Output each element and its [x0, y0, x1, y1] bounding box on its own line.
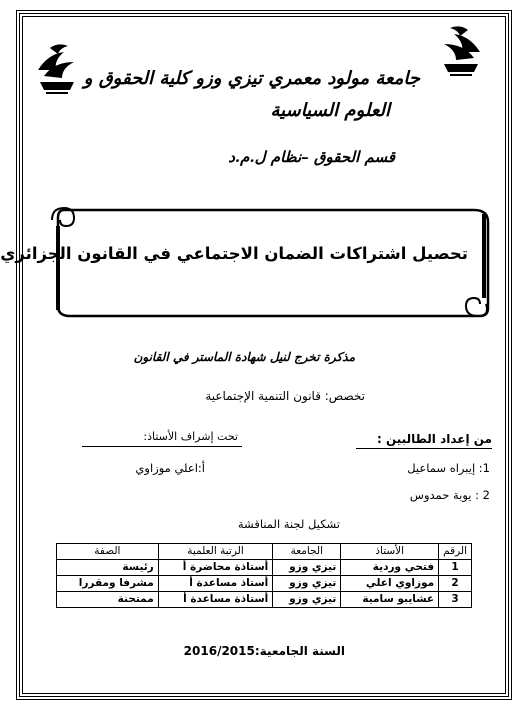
university-logo-right-icon — [438, 22, 484, 78]
table-cell: مشرفا ومقررا — [57, 576, 159, 592]
university-name-line2: العلوم السياسية — [270, 100, 390, 121]
student-number: 2 : — [475, 488, 490, 502]
table-cell: أستاذة محاضرة أ — [158, 560, 273, 576]
prepared-by-underline — [356, 448, 492, 449]
student-number: 1: — [478, 461, 490, 475]
student-name: إيبراه سماعيل — [407, 461, 476, 475]
table-row — [57, 560, 472, 576]
jury-title: تشكيل لجنة المناقشة — [237, 517, 340, 531]
jury-table — [56, 543, 472, 608]
table-cell: 3 — [439, 592, 472, 608]
column-header: الرتبة العلمية — [158, 544, 273, 560]
table-cell: أستاذة مساعدة أ — [158, 592, 273, 608]
student-1 — [407, 461, 490, 475]
table-cell: موزاوي اعلي — [341, 576, 439, 592]
university-name-line1: جامعة مولود معمري تيزي وزو كلية الحقوق و — [83, 68, 420, 89]
column-header: الجامعة — [273, 544, 341, 560]
academic-year: السنة الجامعية:2016/2015 — [183, 644, 345, 658]
student-name: يوبة حمدوس — [409, 488, 472, 502]
university-logo-left-icon — [34, 40, 80, 96]
column-header: الصفة — [57, 544, 159, 560]
table-cell: تيزي وزو — [273, 576, 341, 592]
student-2 — [410, 488, 490, 502]
table-row — [57, 576, 472, 592]
thesis-title: تحصيل اشتراكات الضمان الاجتماعي في القانون الجزائري — [0, 244, 468, 263]
table-cell: فتحي وردية — [341, 560, 439, 576]
table-cell: 1 — [439, 560, 472, 576]
table-row — [57, 592, 472, 608]
table-cell: أستاذ مساعدة أ — [158, 576, 273, 592]
supervisor-name: أ:اعلي موزاوي — [135, 461, 205, 475]
supervisor-underline — [82, 446, 242, 447]
column-header: الرقم — [439, 544, 472, 560]
table-cell: تيزي وزو — [273, 560, 341, 576]
table-cell: 2 — [439, 576, 472, 592]
specialty: تخصص: قانون التنمية الإجتماعية — [205, 389, 365, 403]
memo-description: مذكرة تخرج لنيل شهادة الماستر في القانون — [133, 350, 355, 364]
column-header: الأستاذ — [341, 544, 439, 560]
table-cell: رئيسة — [57, 560, 159, 576]
department-name: قسم الحقوق –نظام ل.م.د — [228, 148, 395, 166]
supervisor-label: تحت إشراف الأستاذ: — [143, 430, 238, 443]
table-cell: تيزي وزو — [273, 592, 341, 608]
table-cell: عشايبو سامية — [341, 592, 439, 608]
table-cell: ممتحنة — [57, 592, 159, 608]
prepared-by-label: من إعداد الطالبين : — [377, 432, 492, 446]
table-header-row — [57, 544, 472, 560]
